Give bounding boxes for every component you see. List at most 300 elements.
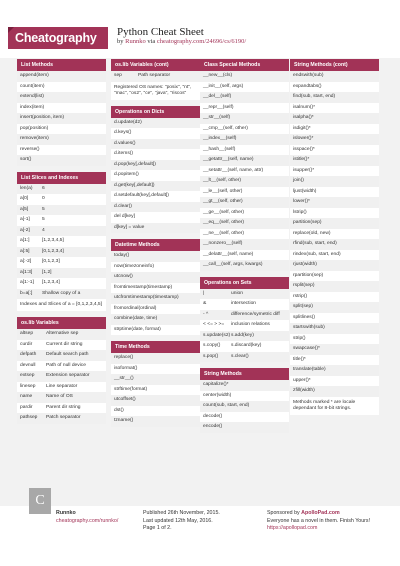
row-value bbox=[44, 94, 103, 100]
row-key: extend(list) bbox=[20, 94, 44, 100]
row-key: pathsep bbox=[20, 415, 38, 421]
row-key: fromtimestamp(timestamp) bbox=[114, 284, 173, 290]
row-key: capitalize()* bbox=[203, 382, 229, 388]
table-row bbox=[111, 353, 200, 364]
section-heading: List Slices and Indexes bbox=[17, 172, 106, 184]
row-key: name bbox=[20, 394, 33, 400]
row-key: __getattr__(self, name) bbox=[203, 157, 254, 163]
row-key: __repr__(self) bbox=[203, 104, 234, 110]
table-row bbox=[17, 113, 106, 124]
row-key: devnull bbox=[20, 362, 36, 368]
table-row bbox=[200, 391, 289, 402]
row-value: [1,2] bbox=[42, 269, 52, 275]
row-key: isdigit()* bbox=[293, 125, 311, 131]
row-value bbox=[315, 105, 376, 111]
row-value bbox=[169, 193, 197, 199]
row-key: __ne__(self, other) bbox=[203, 230, 245, 236]
row-key: d.update(d2) bbox=[114, 119, 142, 125]
table-row bbox=[290, 134, 379, 145]
section-box bbox=[290, 59, 379, 415]
row-value bbox=[315, 315, 376, 321]
row-key: a[-2] bbox=[20, 227, 30, 233]
cheatography-logo[interactable] bbox=[8, 27, 108, 49]
row-key: replace() bbox=[114, 355, 134, 361]
row-value bbox=[243, 84, 286, 90]
row-value bbox=[142, 120, 197, 126]
row-value bbox=[124, 408, 197, 414]
table-row bbox=[200, 299, 289, 310]
table-row bbox=[290, 92, 379, 103]
table-row bbox=[200, 92, 289, 103]
row-key: curdir bbox=[20, 341, 33, 347]
row-key: append(item) bbox=[20, 73, 49, 79]
row-value bbox=[48, 126, 103, 132]
table-row bbox=[290, 71, 379, 82]
table-row bbox=[200, 320, 289, 331]
table-row bbox=[17, 226, 106, 237]
row-value: union bbox=[231, 290, 243, 296]
row-value bbox=[137, 366, 197, 372]
table-row bbox=[111, 149, 200, 160]
table-row bbox=[17, 371, 106, 382]
row-value bbox=[314, 115, 376, 121]
row-value bbox=[307, 294, 376, 300]
footer-sponsor bbox=[267, 510, 387, 533]
table-row bbox=[111, 202, 200, 213]
table-row bbox=[290, 281, 379, 292]
table-row bbox=[290, 155, 379, 166]
row-value: Patch separator bbox=[46, 415, 81, 421]
row-value: [0,1,2,3,4] bbox=[42, 248, 64, 254]
row-key: reverse() bbox=[20, 146, 40, 152]
row-key: count(sub, start, end) bbox=[203, 403, 250, 409]
row-key: __delattr__(self, name) bbox=[203, 251, 254, 257]
row-key: __new__(cls) bbox=[203, 73, 233, 79]
row-key: - ^ bbox=[203, 311, 209, 317]
table-row bbox=[200, 380, 289, 391]
row-key: __gt__(self, other) bbox=[203, 199, 243, 205]
row-value bbox=[154, 264, 197, 270]
row-value: inclusion relations bbox=[231, 322, 270, 328]
row-key: __hash__(self) bbox=[203, 146, 236, 152]
section-box bbox=[111, 239, 200, 335]
row-value: s.add(key) bbox=[231, 332, 254, 338]
table-row bbox=[200, 124, 289, 135]
row-key: pardir bbox=[20, 404, 33, 410]
page-title: Python Cheat Sheet bbox=[117, 26, 204, 38]
row-key: lstrip() bbox=[293, 209, 307, 215]
row-value: intersection bbox=[231, 301, 257, 307]
section-rows bbox=[111, 118, 200, 234]
table-row bbox=[111, 251, 200, 262]
row-value bbox=[222, 424, 286, 430]
table-row bbox=[17, 124, 106, 135]
section-box bbox=[200, 277, 289, 363]
row-key: __le__(self, other) bbox=[203, 188, 243, 194]
table-row bbox=[200, 166, 289, 177]
author-link[interactable]: Runnko bbox=[125, 38, 146, 45]
row-key: title()* bbox=[293, 356, 306, 362]
row-value: Line separator bbox=[46, 383, 78, 389]
sponsor-url[interactable]: https://apollopad.com bbox=[267, 525, 318, 531]
section-heading: Datetime Methods bbox=[111, 239, 200, 251]
section-rows bbox=[17, 184, 106, 300]
table-row bbox=[200, 218, 289, 229]
table-row bbox=[111, 139, 200, 150]
row-key: __del__(self) bbox=[203, 94, 232, 100]
row-key: find(sub, start, end) bbox=[293, 94, 336, 100]
section-rows bbox=[17, 329, 106, 424]
published-date: Published 26th November, 2015. bbox=[143, 510, 220, 516]
row-key: rfind(sub, start, end) bbox=[293, 241, 337, 247]
row-key: __setattr__(self, name, attr) bbox=[203, 167, 264, 173]
row-value bbox=[335, 94, 376, 100]
row-key: strftime(format) bbox=[114, 386, 148, 392]
row-value bbox=[242, 189, 286, 195]
section-heading: os.lib Variables (cont) bbox=[111, 59, 200, 71]
row-value bbox=[129, 253, 197, 259]
row-value bbox=[31, 157, 103, 163]
row-key: s.update(s2) bbox=[203, 332, 231, 338]
row-value: difference/symetric diff bbox=[231, 311, 280, 317]
page-header bbox=[0, 0, 400, 58]
row-value bbox=[49, 136, 103, 142]
row-value bbox=[135, 141, 197, 147]
section-box bbox=[111, 341, 200, 427]
row-value bbox=[322, 84, 376, 90]
table-row bbox=[111, 262, 200, 273]
row-value bbox=[242, 241, 286, 247]
section-note: Indexes and Slices of a = [0,1,2,3,4,5] bbox=[17, 299, 106, 311]
row-value bbox=[322, 220, 376, 226]
table-row bbox=[200, 187, 289, 198]
row-value bbox=[249, 403, 286, 409]
row-key: d.keys() bbox=[114, 130, 132, 136]
sheet-url-link[interactable]: cheatography.com/24696/cs/6190/ bbox=[156, 38, 247, 45]
table-row bbox=[290, 292, 379, 303]
section-heading: Class Special Methods bbox=[200, 59, 289, 71]
table-row bbox=[290, 187, 379, 198]
row-key: center(width) bbox=[203, 392, 232, 398]
row-key: today() bbox=[114, 253, 130, 259]
row-key: utcnow() bbox=[114, 274, 133, 280]
row-key: __str__() bbox=[114, 376, 134, 382]
row-key: join() bbox=[293, 178, 304, 184]
row-value bbox=[323, 73, 376, 79]
byline-prefix: by bbox=[117, 38, 124, 45]
row-value: Parent dir string bbox=[46, 404, 81, 410]
row-key: tzname() bbox=[114, 418, 134, 424]
section-rows bbox=[200, 289, 289, 363]
row-key: startswith(sub) bbox=[293, 325, 325, 331]
row-key: isalpha()* bbox=[293, 115, 314, 121]
row-key: d.popitem() bbox=[114, 172, 139, 178]
table-row bbox=[17, 145, 106, 156]
section-heading: Time Methods bbox=[111, 341, 200, 353]
sponsor-prefix: Sponsored by bbox=[267, 510, 300, 516]
row-value bbox=[304, 178, 376, 184]
table-row bbox=[17, 155, 106, 166]
row-key: isspace()* bbox=[293, 146, 315, 152]
row-key: isoformat() bbox=[114, 365, 138, 371]
row-key: sort() bbox=[20, 157, 32, 163]
table-row bbox=[290, 176, 379, 187]
table-row bbox=[111, 304, 200, 315]
table-row bbox=[290, 323, 379, 334]
row-key: del d[key] bbox=[114, 214, 135, 220]
table-row bbox=[17, 82, 106, 93]
row-key: utcoffset() bbox=[114, 397, 136, 403]
row-value bbox=[244, 210, 286, 216]
row-key: rjust(width) bbox=[293, 262, 317, 268]
table-row bbox=[17, 205, 106, 216]
table-row bbox=[111, 181, 200, 192]
row-value bbox=[337, 241, 376, 247]
row-value bbox=[310, 199, 376, 205]
row-key: swapcase()* bbox=[293, 346, 320, 352]
row-key: b=a[:] bbox=[20, 290, 33, 296]
row-key: __cmp__(self, other) bbox=[203, 125, 248, 131]
row-key: decode() bbox=[203, 413, 223, 419]
row-value bbox=[157, 316, 197, 322]
row-key: utcfromtimestamp(timestamp) bbox=[114, 295, 179, 301]
row-key: s.pop() bbox=[203, 353, 219, 359]
row-value bbox=[230, 115, 286, 121]
footer-author-link[interactable]: cheatography.com/runnko/ bbox=[56, 517, 119, 524]
row-key: splitlines() bbox=[293, 314, 316, 320]
row-value bbox=[326, 367, 376, 373]
row-key: __index__(self) bbox=[203, 136, 237, 142]
table-row bbox=[17, 103, 106, 114]
section-box bbox=[111, 59, 200, 100]
table-row bbox=[111, 128, 200, 139]
row-key: a[1:] bbox=[20, 238, 30, 244]
table-row bbox=[200, 310, 289, 321]
section-rows bbox=[17, 71, 106, 166]
row-key: insert(position, item) bbox=[20, 115, 65, 121]
page-number: Page 1 of 2. bbox=[143, 525, 172, 531]
table-row bbox=[290, 386, 379, 397]
row-key: rpartition(sep) bbox=[293, 272, 324, 278]
row-value bbox=[233, 105, 286, 111]
row-key: a[0] bbox=[20, 196, 29, 202]
row-key: a[1:-1] bbox=[20, 280, 34, 286]
updated-date: Last updated 12th May, 2016. bbox=[143, 517, 213, 524]
row-value bbox=[161, 327, 197, 333]
table-row bbox=[200, 113, 289, 124]
table-row bbox=[17, 247, 106, 258]
row-value bbox=[241, 178, 286, 184]
sponsor-link[interactable]: ApolloPad.com bbox=[301, 510, 340, 516]
row-value bbox=[64, 115, 103, 121]
row-key: __str__(self) bbox=[203, 115, 231, 121]
row-key: linesep bbox=[20, 383, 36, 389]
sponsor-text: Everyone has a novel in them. Finish Yours! bbox=[267, 517, 371, 524]
row-key: a[:5] bbox=[20, 248, 30, 254]
section-rows bbox=[111, 251, 200, 335]
table-row bbox=[200, 82, 289, 93]
row-value: Alternative sep bbox=[46, 331, 79, 337]
row-value bbox=[306, 357, 376, 363]
byline-via: via bbox=[147, 38, 156, 45]
row-value bbox=[244, 220, 286, 226]
section-box bbox=[17, 59, 106, 166]
table-row bbox=[290, 124, 379, 135]
table-row bbox=[200, 250, 289, 261]
table-row bbox=[200, 208, 289, 219]
table-row bbox=[111, 223, 200, 234]
section-heading: List Methods bbox=[17, 59, 106, 71]
section-heading: os.lib Variables bbox=[17, 317, 106, 329]
section-box bbox=[200, 59, 289, 271]
row-value bbox=[253, 252, 286, 258]
table-row bbox=[17, 361, 106, 372]
row-key: __lt__(self, other) bbox=[203, 178, 242, 184]
table-row bbox=[111, 272, 200, 283]
table-row bbox=[111, 406, 200, 417]
row-value bbox=[232, 73, 286, 79]
row-key: expandtabs() bbox=[293, 83, 322, 89]
row-key: a[:-2] bbox=[20, 259, 32, 265]
row-key: __call__(self, args, kwargs) bbox=[203, 262, 263, 268]
table-row bbox=[290, 229, 379, 240]
row-value bbox=[133, 355, 197, 361]
table-row bbox=[200, 155, 289, 166]
row-key: partition(sep) bbox=[293, 220, 322, 226]
row-key: count(item) bbox=[20, 83, 45, 89]
table-row bbox=[200, 134, 289, 145]
table-row bbox=[290, 313, 379, 324]
row-value bbox=[156, 162, 197, 168]
row-value bbox=[131, 130, 197, 136]
table-row bbox=[290, 260, 379, 271]
column-4 bbox=[290, 59, 379, 421]
row-key: d.setdefault(key[,default]) bbox=[114, 193, 169, 199]
row-key: s.copy() bbox=[203, 343, 221, 349]
row-value bbox=[40, 147, 103, 153]
row-value: Path separator bbox=[138, 73, 171, 79]
cheatography-c-icon: C bbox=[29, 488, 51, 514]
table-row bbox=[290, 197, 379, 208]
table-row bbox=[200, 352, 289, 363]
row-value bbox=[309, 157, 376, 163]
row-value bbox=[231, 393, 286, 399]
row-key: __nonzero__(self) bbox=[203, 241, 243, 247]
row-value bbox=[341, 252, 376, 258]
section-box bbox=[111, 106, 200, 234]
row-key: strip() bbox=[293, 335, 306, 341]
row-value bbox=[133, 151, 197, 157]
table-row bbox=[200, 260, 289, 271]
row-key: lower()* bbox=[293, 199, 310, 205]
table-row bbox=[200, 422, 289, 433]
table-row bbox=[17, 329, 106, 340]
table-row bbox=[111, 385, 200, 396]
row-value bbox=[133, 418, 197, 424]
table-row bbox=[17, 268, 106, 279]
table-row bbox=[290, 82, 379, 93]
table-row bbox=[17, 194, 106, 205]
row-key: __ge__(self, other) bbox=[203, 209, 245, 215]
table-row bbox=[200, 341, 289, 352]
table-row bbox=[17, 257, 106, 268]
table-row bbox=[17, 71, 106, 82]
row-value: 0 bbox=[42, 196, 45, 202]
row-value bbox=[331, 231, 376, 237]
table-row bbox=[290, 208, 379, 219]
row-value: s.clear() bbox=[231, 353, 249, 359]
section-heading: Operations on Dicts bbox=[111, 106, 200, 118]
row-value bbox=[133, 274, 197, 280]
row-value bbox=[248, 126, 286, 132]
table-row bbox=[200, 71, 289, 82]
row-value bbox=[323, 273, 376, 279]
row-key: rindex(sub, start, end) bbox=[293, 251, 341, 257]
table-row bbox=[111, 170, 200, 181]
row-value bbox=[147, 387, 197, 393]
table-row bbox=[111, 395, 200, 406]
row-key: strptime(date, format) bbox=[114, 326, 161, 332]
row-key: dst() bbox=[114, 407, 124, 413]
table-row bbox=[111, 212, 200, 223]
row-value bbox=[172, 285, 197, 291]
row-key: d[key] = value bbox=[114, 224, 145, 230]
table-row bbox=[290, 334, 379, 345]
row-value: 6 bbox=[42, 185, 45, 191]
table-row bbox=[111, 314, 200, 325]
row-value: Default search path bbox=[46, 352, 89, 358]
row-key: isalnum()* bbox=[293, 104, 316, 110]
table-row bbox=[200, 229, 289, 240]
table-row bbox=[200, 103, 289, 114]
table-row bbox=[290, 271, 379, 282]
table-row bbox=[17, 184, 106, 195]
row-key: d.clear() bbox=[114, 203, 132, 209]
table-row bbox=[290, 145, 379, 156]
table-row bbox=[111, 283, 200, 294]
row-value bbox=[311, 378, 376, 384]
row-key: upper()* bbox=[293, 377, 311, 383]
row-value: [1,2,3,4,5] bbox=[42, 238, 64, 244]
table-row bbox=[290, 355, 379, 366]
table-row bbox=[111, 364, 200, 375]
row-key: sep bbox=[114, 73, 122, 79]
table-row bbox=[290, 376, 379, 387]
row-key: ljust(width) bbox=[293, 188, 317, 194]
row-key: extsep bbox=[20, 373, 35, 379]
logo-corner-decoration bbox=[8, 27, 14, 33]
row-value bbox=[134, 376, 197, 382]
row-value: Extension separator bbox=[46, 373, 90, 379]
row-value bbox=[244, 231, 286, 237]
table-row bbox=[290, 166, 379, 177]
logo-text: Cheatography bbox=[15, 31, 97, 45]
row-value bbox=[325, 325, 376, 331]
row-key: encode() bbox=[203, 424, 223, 430]
row-value bbox=[139, 172, 197, 178]
row-key: zfill(width) bbox=[293, 388, 315, 394]
row-key: rstrip() bbox=[293, 293, 308, 299]
table-row bbox=[200, 239, 289, 250]
row-value: 5 bbox=[42, 217, 45, 223]
table-row bbox=[111, 325, 200, 336]
row-key: a[5] bbox=[20, 206, 29, 212]
table-row bbox=[17, 350, 106, 361]
table-row bbox=[111, 160, 200, 171]
table-row bbox=[290, 250, 379, 261]
column-2 bbox=[111, 59, 200, 433]
row-key: a[1:3] bbox=[20, 269, 33, 275]
